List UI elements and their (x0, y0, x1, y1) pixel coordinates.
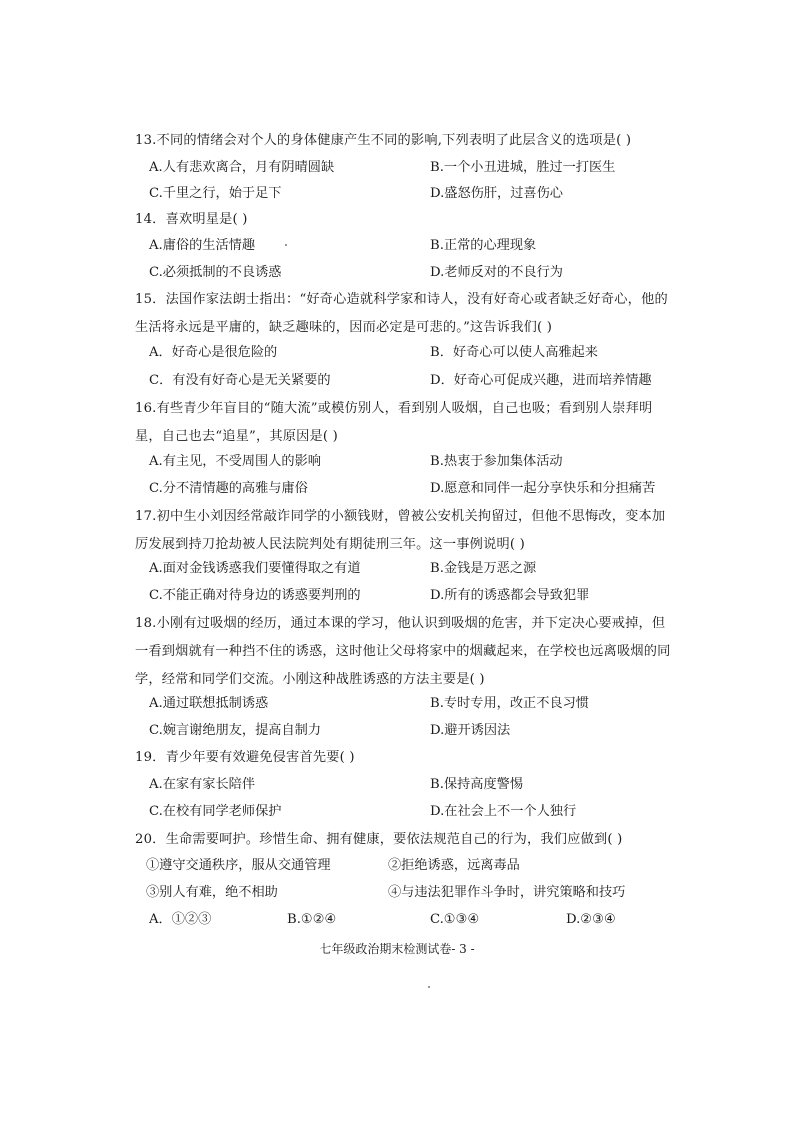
statement-3: ③别人有难，绝不相助 (146, 885, 278, 900)
option-a: A．好奇心是很危险的 (149, 345, 278, 360)
question-13 (135, 127, 675, 155)
question-20 (135, 826, 675, 854)
question-14 (135, 206, 675, 234)
option-b: B．好奇心可以使人高雅起来 (430, 345, 598, 360)
question-17 (135, 503, 675, 559)
option-c: C.必须抵制的不良诱惑 (149, 265, 282, 280)
scan-speck (285, 244, 287, 246)
statement-4: ④与违法犯罪作斗争时，讲究策略和技巧 (388, 885, 626, 900)
option-b: B.①②④ (287, 912, 337, 927)
question-19 (135, 744, 675, 772)
option-d: D.②③④ (566, 912, 616, 927)
question-stem: 19．青少年要有效避免侵害首先要( ) (135, 750, 355, 765)
option-c: C.婉言谢绝朋友，提高自制力 (149, 723, 322, 738)
option-c: C.不能正确对待身边的诱惑要判刑的 (149, 588, 361, 603)
option-c: C.千里之行，始于足下 (149, 186, 282, 201)
option-d: D.愿意和同伴一起分享快乐和分担痛苦 (430, 481, 656, 496)
question-18 (135, 610, 675, 694)
statement-2: ②拒绝诱惑，远离毒品 (388, 858, 520, 873)
option-c: C.①③④ (430, 912, 480, 927)
question-stem: 16.有些青少年盲目的“随大流”或模仿别人，看到别人吸烟，自己也吸；看到别人崇拜明星，自己也去“追星”，其原因是( ) (135, 401, 653, 444)
option-b: B.金钱是万恶之源 (430, 561, 537, 576)
question-stem: 17.初中生小刘因经常敲诈同学的小额钱财，曾被公安机关拘留过，但他不思悔改，变本加厉发展到持刀抢劫被人民法院判处有期徒刑三年。这一事例说明( ) (135, 509, 666, 552)
option-a: A.有主见，不受周围人的影响 (149, 454, 321, 469)
question-stem: 14．喜欢明星是( ) (135, 212, 248, 227)
option-b: B.正常的心理现象 (430, 238, 537, 253)
option-d: D.盛怒伤肝，过喜伤心 (430, 186, 563, 201)
option-d: D.所有的诱惑都会导致犯罪 (430, 588, 590, 603)
option-b: B.热衷于参加集体活动 (430, 454, 563, 469)
question-stem: 20．生命需要呵护。珍惜生命、拥有健康，要依法规范自己的行为，我们应做到( ) (135, 832, 623, 847)
option-a: A.人有悲欢离合，月有阴晴圆缺 (149, 160, 335, 175)
question-stem: 18.小刚有过吸烟的经历，通过本课的学习，他认识到吸烟的危害，并下定决心要戒掉，但一看到烟就有一种挡不住的诱惑，这时他让父母将家中的烟藏起来，在学校也远离吸烟的同学，经常和同学们交流。小刚这种战胜诱惑的方法主要是( ) (135, 616, 671, 687)
option-b: B.保持高度警惕 (430, 777, 524, 792)
statement-1: ①遵守交通秩序，服从交通管理 (146, 858, 331, 873)
question-stem: 15．法国作家法朗士指出：“好奇心造就科学家和诗人，没有好奇心或者缺乏好奇心，他的生活将永远是平庸的，缺乏趣味的，因而必定是可悲的。”这告诉我们( ) (135, 292, 668, 335)
option-c: C.在校有同学老师保护 (149, 804, 282, 819)
page-footer: 七年级政治期末检测试卷- 3 - (319, 942, 475, 956)
option-a: A.在家有家长陪伴 (149, 777, 256, 792)
question-stem: 13.不同的情绪会对个人的身体健康产生不同的影响,下列表明了此层含义的选项是( ) (135, 133, 632, 148)
option-d: D．好奇心可促成兴趣，进而培养情趣 (430, 373, 652, 388)
option-c: C.分不清情趣的高雅与庸俗 (149, 481, 308, 496)
option-c: C．有没有好奇心是无关紧要的 (149, 373, 331, 388)
option-a: A．①②③ (149, 912, 212, 927)
scan-speck (428, 986, 430, 988)
option-d: D.在社会上不一个人独行 (430, 804, 577, 819)
option-a: A.面对金钱诱惑我们要懂得取之有道 (149, 561, 361, 576)
option-a: A.通过联想抵制诱惑 (149, 696, 269, 711)
option-d: D.老师反对的不良行为 (430, 265, 563, 280)
option-d: D.避开诱因法 (430, 723, 511, 738)
option-b: B.专时专用，改正不良习惯 (430, 696, 589, 711)
question-16 (135, 395, 675, 451)
question-15 (135, 286, 675, 342)
option-b: B.一个小丑进城，胜过一打医生 (430, 160, 616, 175)
option-a: A.庸俗的生活情趣 (149, 238, 256, 253)
